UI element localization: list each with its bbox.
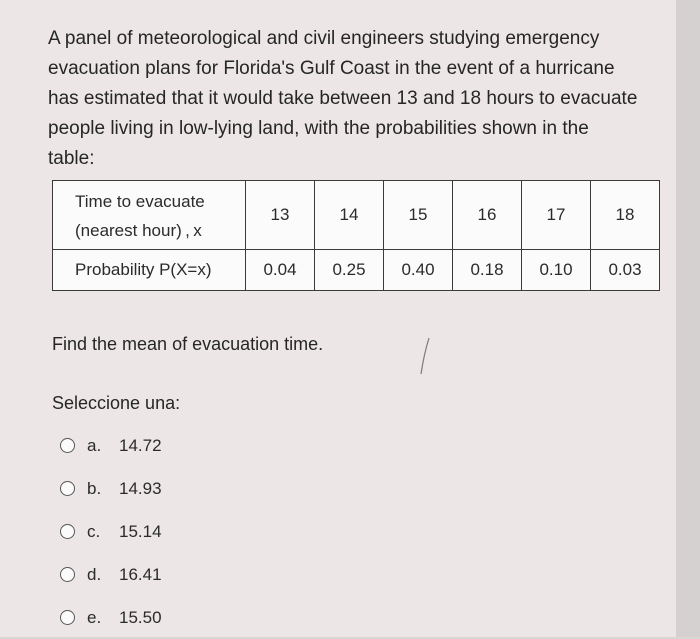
probability-cell: 0.03 <box>591 250 660 291</box>
radio-button[interactable] <box>60 481 75 496</box>
option-letter: c. <box>87 521 101 541</box>
probability-cell: 0.18 <box>453 250 522 291</box>
page-edge <box>676 0 700 637</box>
radio-button[interactable] <box>60 610 75 625</box>
row-label-time-line2: (nearest hour) , x <box>75 221 202 240</box>
choose-label: Seleccione una: <box>52 393 181 413</box>
radio-button[interactable] <box>60 438 75 453</box>
option-e[interactable] <box>60 596 162 639</box>
probability-cell: 0.40 <box>384 250 453 291</box>
row-label-time-line1: Time to evacuate <box>75 192 205 211</box>
time-cell: 14 <box>315 181 384 250</box>
time-cell: 15 <box>384 181 453 250</box>
option-b[interactable] <box>60 467 162 510</box>
option-value: 14.72 <box>119 435 162 455</box>
question-text: A panel of meteorological and civil engineers studying emergency evacuation plans for Florida's Gulf Coast in the event of a hurricane has estimated that it would take between 13 and 18 hours to evacuate people living in low-lying land, with the probabilities shown in the table: <box>48 28 638 169</box>
option-value: 16.41 <box>119 564 162 584</box>
option-value: 15.50 <box>119 607 162 627</box>
probability-cell: 0.10 <box>522 250 591 291</box>
probability-cell: 0.04 <box>246 250 315 291</box>
time-cell: 18 <box>591 181 660 250</box>
time-cell: 17 <box>522 181 591 250</box>
option-value: 15.14 <box>119 521 162 541</box>
probability-table <box>52 180 660 291</box>
question-prompt: Find the mean of evacuation time. <box>52 334 324 354</box>
option-d[interactable] <box>60 553 162 596</box>
table-row-time <box>53 181 660 250</box>
pen-stroke-mark <box>418 336 432 376</box>
radio-button[interactable] <box>60 567 75 582</box>
table-row-probability <box>53 250 660 291</box>
answer-options <box>60 424 162 639</box>
option-letter: e. <box>87 607 102 627</box>
time-cell: 16 <box>453 181 522 250</box>
row-label-probability: Probability P(X=x) <box>53 250 246 291</box>
radio-button[interactable] <box>60 524 75 539</box>
option-a[interactable] <box>60 424 162 467</box>
option-value: 14.93 <box>119 478 162 498</box>
time-cell: 13 <box>246 181 315 250</box>
probability-cell: 0.25 <box>315 250 384 291</box>
option-c[interactable] <box>60 510 162 553</box>
option-letter: d. <box>87 564 102 584</box>
option-letter: a. <box>87 435 102 455</box>
option-letter: b. <box>87 478 102 498</box>
row-label-time <box>53 181 246 250</box>
